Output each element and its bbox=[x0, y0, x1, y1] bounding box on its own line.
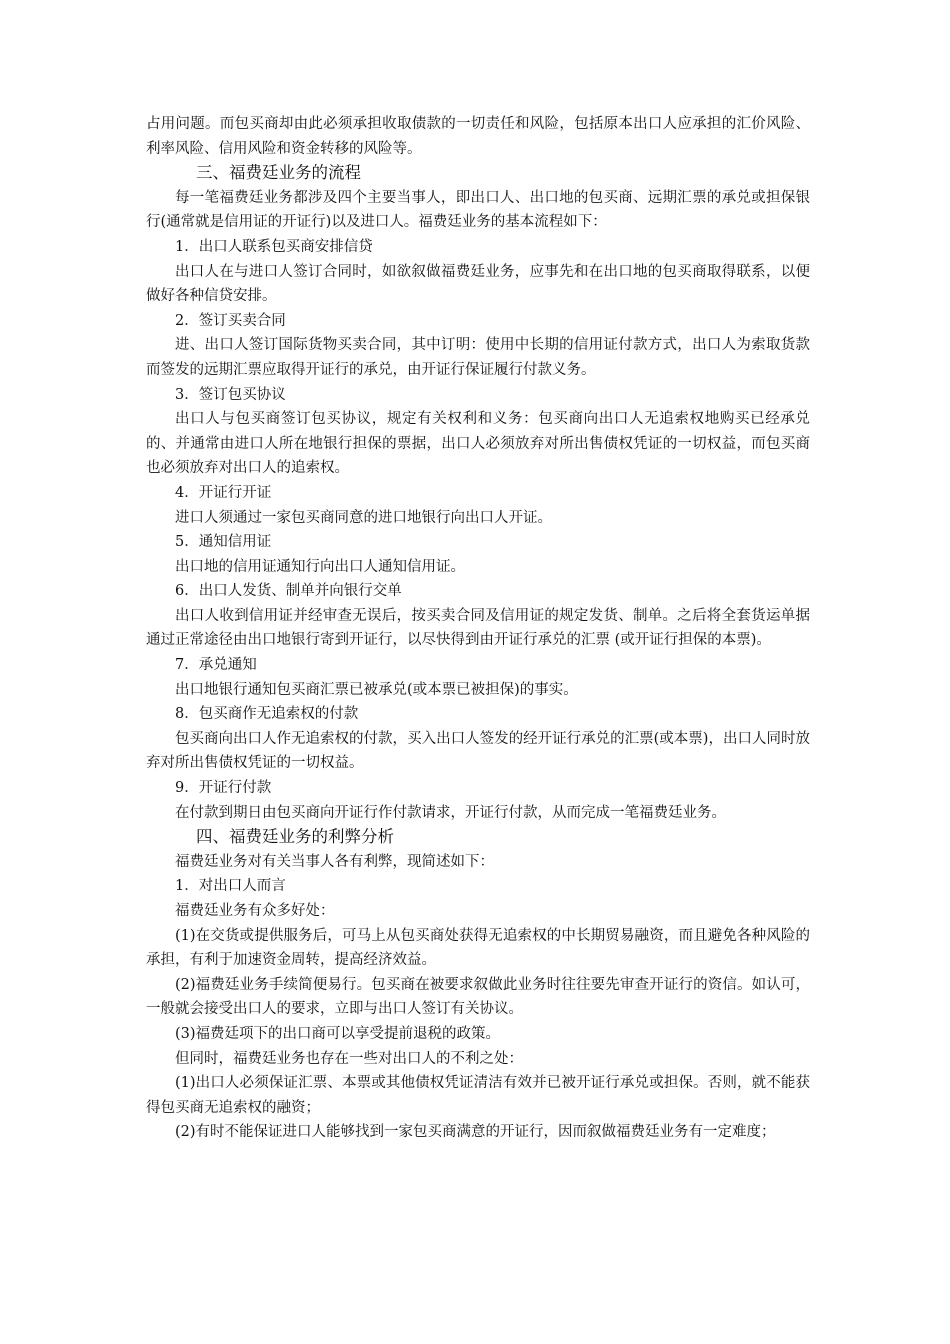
paragraph: 每一笔福费廷业务都涉及四个主要当事人，即出口人、出口地的包买商、远期汇票的承兑或担保银行(通常就是信用证的开证行)以及进口人。福费廷业务的基本流程如下： bbox=[146, 189, 810, 231]
numbered-step: 7．承兑通知 bbox=[175, 657, 257, 674]
paragraph: (1)出口人必须保证汇票、本票或其他债权凭证清洁有效并已被开证行承兑或担保。否则，就不能获得包买商无追索权的融资； bbox=[146, 1075, 810, 1116]
paragraph: 但同时，福费廷业务也存在一些对出口人的不利之处： bbox=[175, 1050, 523, 1067]
paragraph: (2)有时不能保证进口人能够找到一家包买商满意的开证行，因而叙做福费廷业务有一定难度； bbox=[175, 1124, 776, 1141]
numbered-step: 6．出口人发货、制单并向银行交单 bbox=[175, 583, 402, 600]
paragraph: (2)福费廷业务手续简便易行。包买商在被要求叙做此业务时往往要先审查开证行的资信。如认可，一般就会接受出口人的要求，立即与出口人签订有关协议。 bbox=[146, 976, 810, 1018]
paragraph: 出口人收到信用证并经审查无误后，按买卖合同及信用证的规定发货、制单。之后将全套货运单据通过正常途径由出口地银行寄到开证行，以尽快得到由开证行承兑的汇票 (或开证行担保的本票)。 bbox=[146, 607, 810, 649]
paragraph: 福费廷业务有众多好处： bbox=[175, 903, 335, 919]
paragraph: 福费廷业务对有关当事人各有利弊，现简述如下： bbox=[175, 853, 494, 870]
numbered-step: 1．对出口人而言 bbox=[175, 878, 286, 895]
numbered-step: 1．出口人联系包买商安排信贷 bbox=[175, 238, 373, 255]
paragraph: 出口地银行通知包买商汇票已被承兑(或本票已被担保)的事实。 bbox=[175, 681, 578, 698]
section-heading: 四、福费廷业务的利弊分析 bbox=[196, 827, 394, 847]
paragraph: 进、出口人签订国际货物买卖合同，其中订明：使用中长期的信用证付款方式，出口人为索取货款而签发的远期汇票应取得开证行的承兑，由开证行保证履行付款义务。 bbox=[146, 337, 810, 378]
numbered-step: 4．开证行开证 bbox=[175, 484, 272, 501]
paragraph: (3)福费廷项下的出口商可以享受提前退税的政策。 bbox=[175, 1025, 501, 1042]
paragraph: 占用问题。而包买商却由此必须承担收取债款的一切责任和风险，包括原本出口人应承担的汇价风险、利率风险、信用风险和资金转移的风险等。 bbox=[146, 116, 810, 157]
paragraph: (1)在交货或提供服务后，可马上从包买商处获得无追索权的中长期贸易融资，而且避免各种风险的承担，有利于加速资金周转，提高经济效益。 bbox=[146, 927, 810, 969]
numbered-step: 8．包买商作无追索权的付款 bbox=[175, 706, 359, 723]
paragraph: 进口人须通过一家包买商同意的进口地银行向出口人开证。 bbox=[175, 509, 552, 526]
numbered-step: 3．签订包买协议 bbox=[175, 386, 286, 403]
numbered-step: 9．开证行付款 bbox=[175, 780, 272, 797]
document-body bbox=[146, 112, 810, 1145]
section-heading: 三、福费廷业务的流程 bbox=[196, 163, 361, 183]
numbered-step: 2．签订买卖合同 bbox=[175, 312, 286, 329]
paragraph: 在付款到期日由包买商向开证行作付款请求，开证行付款，从而完成一笔福费廷业务。 bbox=[175, 804, 726, 821]
paragraph: 包买商向出口人作无追索权的付款，买入出口人签发的经开证行承兑的汇票(或本票)，出口人同时放弃对所出售债权凭证的一切权益。 bbox=[146, 730, 810, 772]
paragraph: 出口人与包买商签订包买协议，规定有关权利和义务：包买商向出口人无追索权地购买已经承兑的、并通常由进口人所在地银行担保的票据，出口人必须放弃对所出售债权凭证的一切权益，而包买商也必须放弃对出口人的追索权。 bbox=[146, 411, 810, 477]
paragraph: 出口人在与进口人签订合同时，如欲叙做福费廷业务，应事先和在出口地的包买商取得联系，以便做好各种信贷安排。 bbox=[146, 263, 810, 305]
numbered-step: 5．通知信用证 bbox=[175, 534, 272, 551]
paragraph: 出口地的信用证通知行向出口人通知信用证。 bbox=[175, 558, 465, 575]
